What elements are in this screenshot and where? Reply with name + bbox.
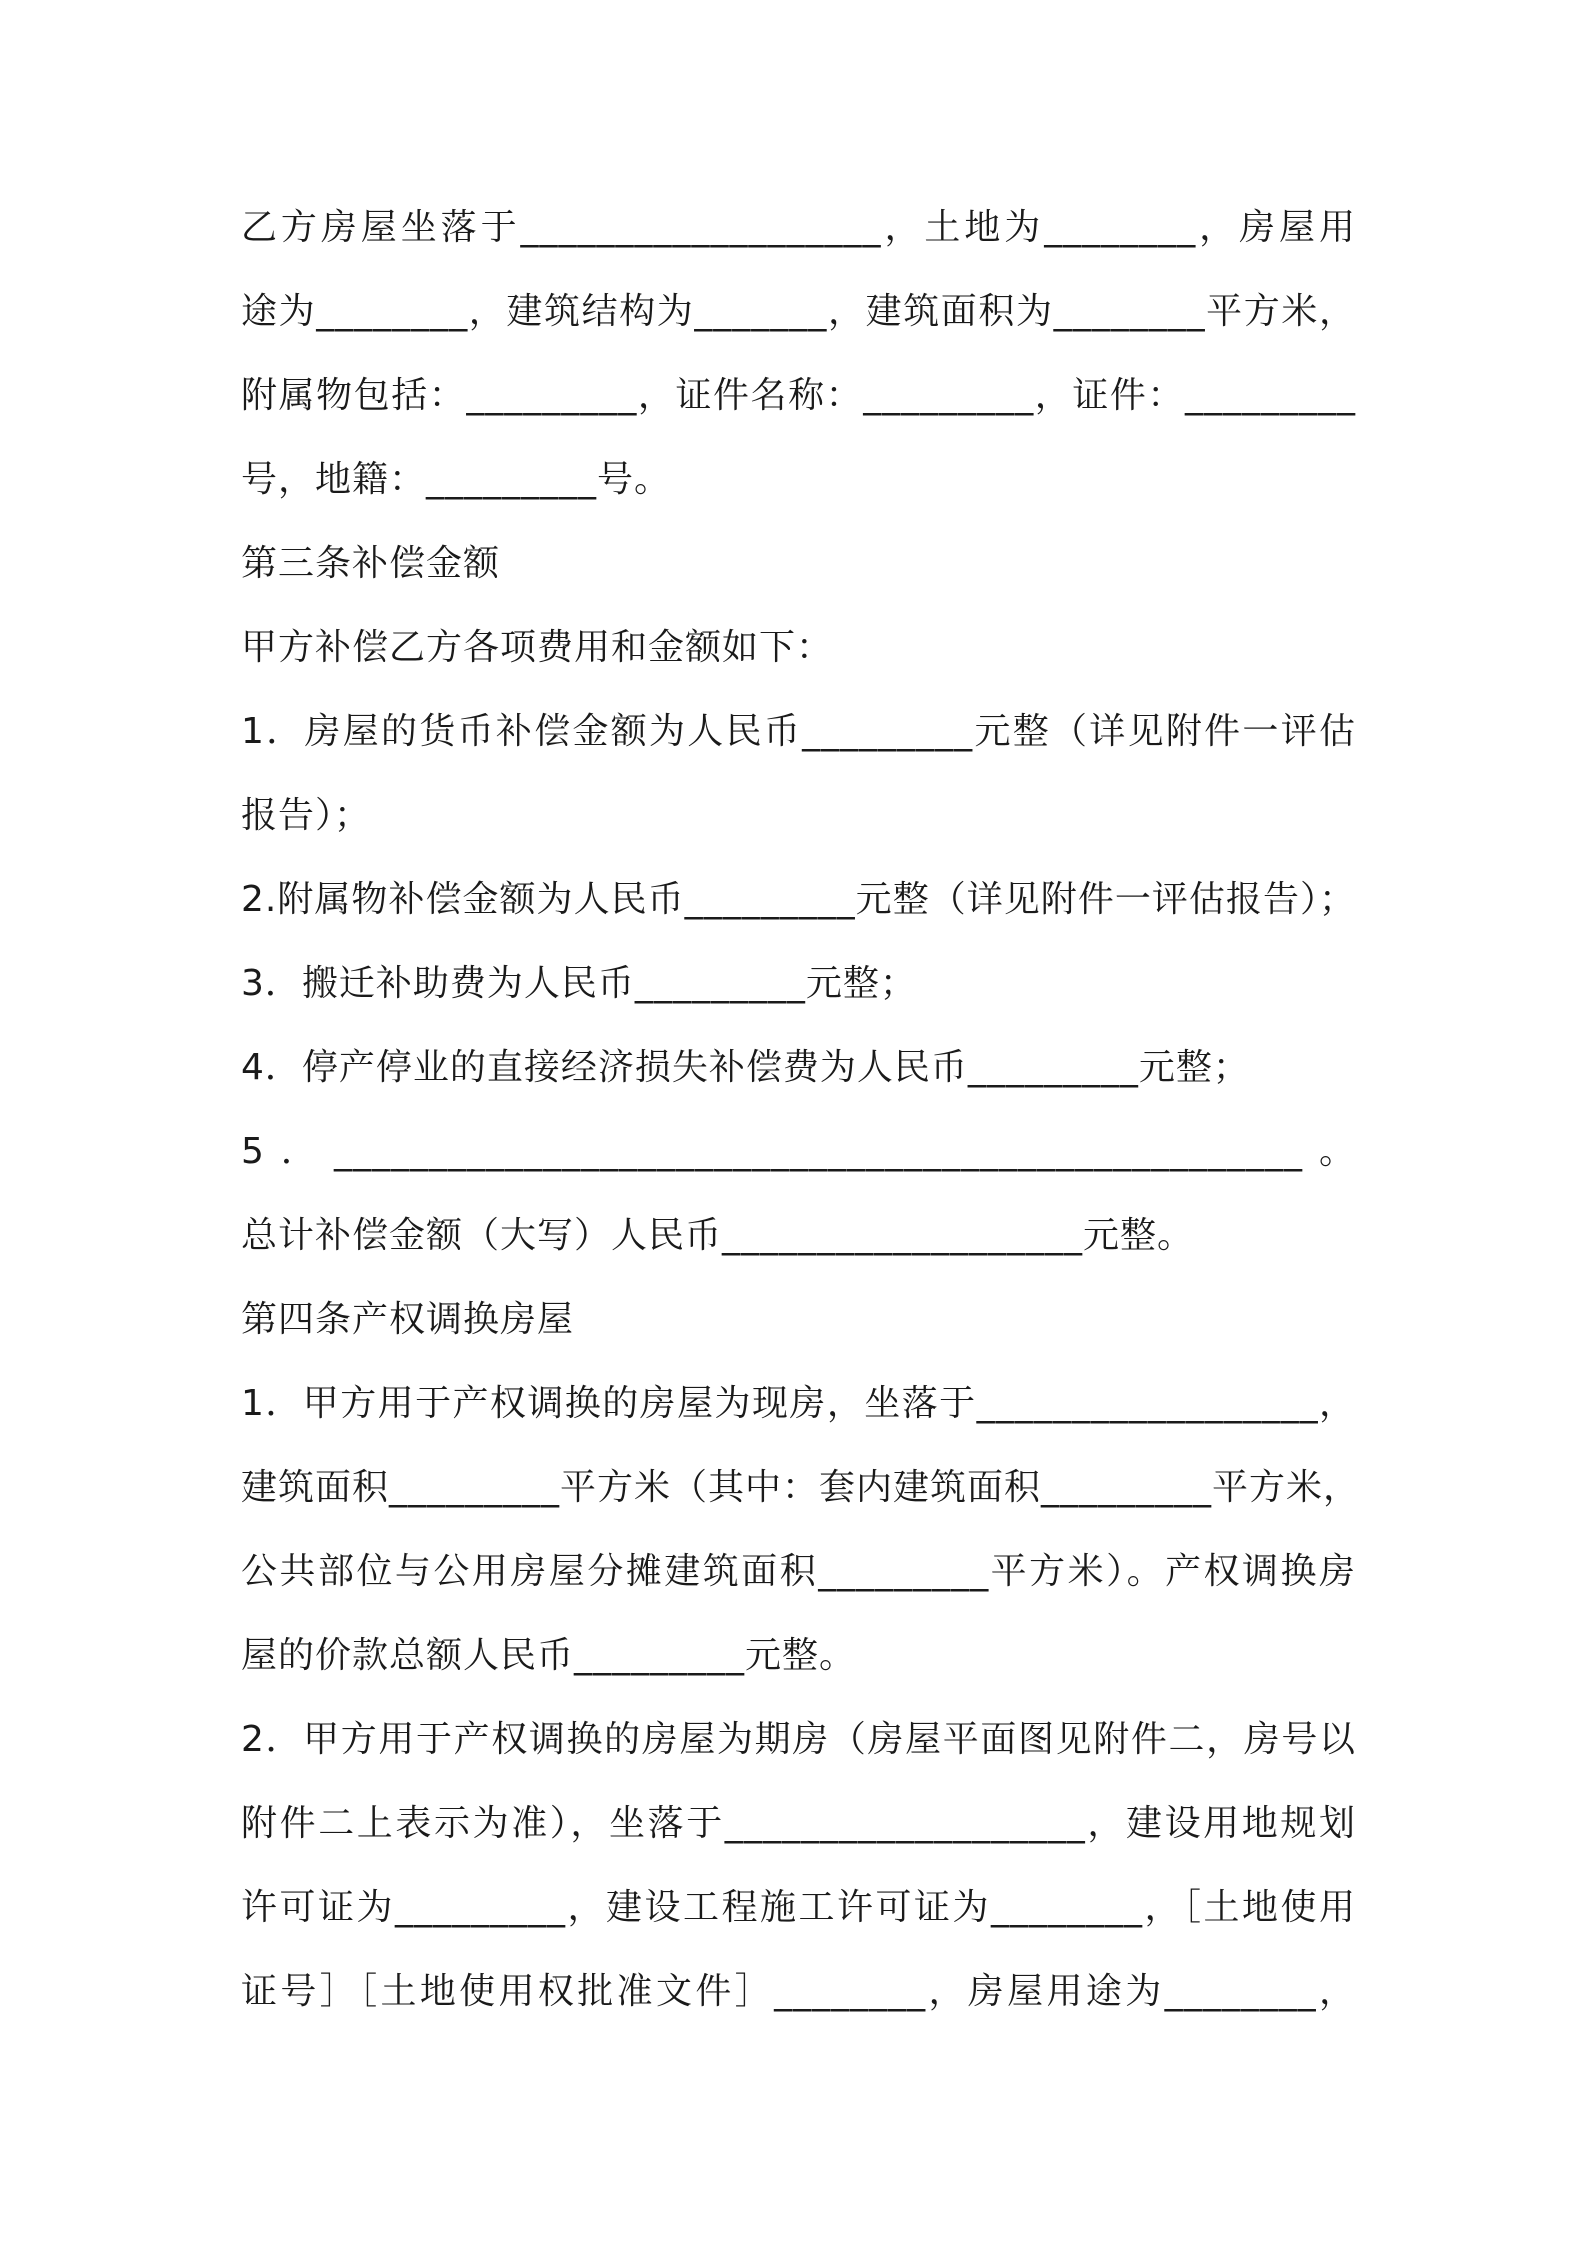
text-line: 附件二上表示为准），坐落于___________________，建设用地规划 [241, 1803, 1356, 1844]
text-line: 总计补偿金额（大写）人民币___________________元整。 [241, 1215, 1195, 1256]
text-line: 乙方房屋坐落于___________________，土地为________，房屋用 [241, 207, 1356, 248]
text-line: 甲方补偿乙方各项费用和金额如下： [241, 627, 834, 668]
text-line: 3．搬迁补助费为人民币_________元整； [241, 963, 917, 1004]
text-line: 证号］［土地使用权批准文件］________，房屋用途为________， [241, 1971, 1356, 2012]
text-line: 途为________，建筑结构为_______，建筑面积为________平方米， [241, 291, 1356, 332]
section-heading: 第三条补偿金额 [241, 543, 501, 584]
text-line: 建筑面积_________平方米（其中：套内建筑面积_________平方米， [241, 1467, 1361, 1508]
text-line: 公共部位与公用房屋分摊建筑面积_________平方米）。产权调换房 [241, 1551, 1356, 1592]
text-line: 报告）； [241, 795, 372, 836]
text-line: 1．甲方用于产权调换的房屋为现房，坐落于__________________， [241, 1383, 1356, 1424]
text-line: 4．停产停业的直接经济损失补偿费为人民币_________元整； [241, 1047, 1250, 1088]
text-line: 5．___________________________________________________。 [241, 1131, 1356, 1172]
text-line: 屋的价款总额人民币_________元整。 [241, 1635, 857, 1676]
section-heading: 第四条产权调换房屋 [241, 1299, 575, 1340]
text-line: 号，地籍：_________号。 [241, 459, 672, 500]
text-line: 附属物包括：_________，证件名称：_________，证件：_________ [241, 375, 1356, 416]
text-line: 2.附属物补偿金额为人民币_________元整（详见附件一评估报告）； [241, 879, 1356, 920]
text-line: 许可证为_________，建设工程施工许可证为________，［土地使用 [241, 1887, 1356, 1928]
text-line: 2．甲方用于产权调换的房屋为期房（房屋平面图见附件二，房号以 [241, 1719, 1356, 1760]
text-line: 1．房屋的货币补偿金额为人民币_________元整（详见附件一评估 [241, 711, 1356, 752]
